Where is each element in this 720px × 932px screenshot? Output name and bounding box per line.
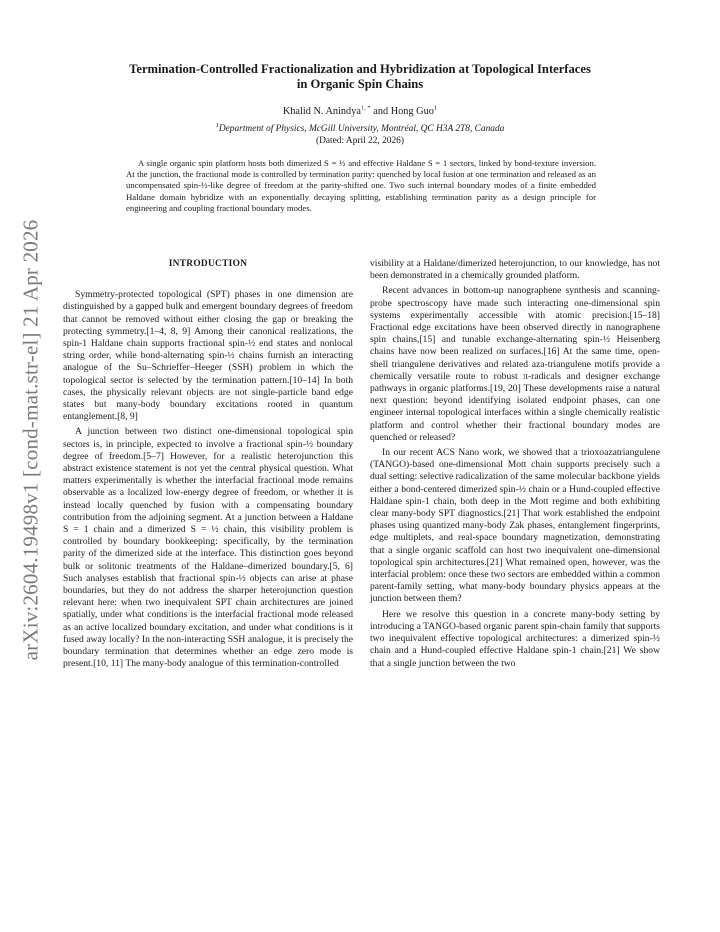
body-paragraph: Here we resolve this question in a concrete many-body setting by introducing a TANGO-based organic parent spin-chain family that supports two inequivalent effective topological architectures: a dimerized spin-½ chain and a Hund-coupled effective Haldane spin-1 chain.[21] We show that a single junction between the two [370, 608, 660, 669]
author-conjunction: and [370, 106, 391, 117]
author-2-affil-mark: 1 [433, 104, 438, 112]
body-paragraph: In our recent ACS Nano work, we showed that a trioxoazatriangulene (TANGO)-based one-dimensional Mott chain supports precisely such a dual setting: selective radicalization of the same molecular backbone yields either a bond-centered dimerized spin-½ chain or a Hund-coupled effective Haldane spin-1 chain, both deep in the Mott regime and both exhibiting clear many-body SPT diagnostics.[21] That work established the endpoint phases using quantized many-body Zak phases, entanglement fingerprints, edge multiplets, and real-space boundary magnetization, demonstrating that a single organic scaffold can host two inequivalent one-dimensional topological spin architectures.[21] What remained open, however, was the interfacial problem: once these two sectors are embedded within a common parent-family setting, what many-body boundary physics appears at the junction between them? [370, 447, 660, 605]
author-1: Khalid N. Anindya [282, 106, 361, 117]
body-paragraph: A junction between two distinct one-dimensional topological spin sectors is, in principle, expected to involve a fractional spin-½ boundary degree of freedom.[5–7] However, for a realistic heterojunction this abstract existence statement is not yet the central physical question. What matters experimentally is whether the interfacial fractional mode remains observable as a localized low-energy degree of freedom, or whether it is instead locally quenched by fusion with a compensating boundary contribution from the adjoining segment. At a junction between a Haldane S = 1 chain and a dimerized S = ½ chain, this visibility problem is controlled by boundary bookkeeping: specifically, by the termination parity of the dimerized side at the interface. This distinction goes beyond bulk or solitonic treatments of the Haldane–dimerized boundary.[5, 6] Such analyses establish that fractional spin-½ objects can arise at phase boundaries, but they do not address the sharper heterojunction question relevant here: when two inequivalent SPT chain architectures are joined spatially, under what conditions is the interfacial fractional mode released as an active localized boundary excitation, and under what conditions is it fused away locally? In the non-interacting SSH analogue, it is precisely the boundary termination that determines whether an edge zero mode is present.[10, 11] The many-body analogue of this termination-controlled [63, 426, 353, 670]
arxiv-stamp-text: arXiv:2604.19498v1 [cond-mat.str-el] 21 Apr 2026 [18, 219, 43, 661]
body-paragraph: Recent advances in bottom-up nanographene synthesis and scanning-probe spectroscopy have made such interacting one-dimensional spin systems experimentally accessible with atomic precision.[15–18] Fractional edge excitations have been observed directly in nanographene spin chains,[15] and tunable exchange-alternating spin-½ Heisenberg chains have now been realized on surfaces.[16] At the same time, open-shell triangulene derivatives and related aza-triangulene motifs provide a chemically versatile route to robust π-radicals and designer exchange pathways in organic platforms.[19, 20] These developments raise a natural next question: beyond identifying isolated endpoint phases, can one engineer internal topological interfaces within a single chemically realistic platform and control whether their fractional boundary modes are quenched or released? [370, 285, 660, 443]
title-line-1: Termination-Controlled Fractionalization and Hybridization at Topological Interfaces [129, 62, 591, 76]
date-line: (Dated: April 22, 2026) [315, 136, 404, 146]
affiliation-mark: 1 [215, 121, 219, 129]
abstract [126, 158, 596, 214]
section-heading: INTRODUCTION [168, 259, 248, 269]
author-list [90, 106, 630, 117]
paper-title [90, 62, 630, 92]
author-2: Hong Guo [390, 106, 434, 117]
affiliation-text: Department of Physics, McGill University, Montréal, QC H3A 2T8, Canada [218, 124, 505, 134]
author-1-affil-mark[interactable]: 1, * [360, 104, 371, 112]
left-column [63, 258, 353, 674]
body-paragraph: Symmetry-protected topological (SPT) phases in one dimension are distinguished by a gapped bulk and emergent boundary degrees of freedom that cannot be removed without either closing the gap or breaking the protecting symmetry.[1–4, 8, 9] Among their canonical realizations, the spin-1 Haldane chain supports fractional spin-½ end states and nonlocal string order, while bond-alternating spin-½ chains furnish an interacting analogue of the Su–Schrieffer–Heeger (SSH) problem in which the topological sector is selected by the termination pattern.[10–14] In both cases, the physically relevant objects are not single-particle band edge states but many-body boundary excitations rooted in quantum entanglement.[8, 9] [63, 289, 353, 423]
arxiv-stamp [12, 210, 50, 670]
right-column [370, 258, 660, 673]
abstract-text: A single organic spin platform hosts both dimerized S = ½ and effective Haldane S = 1 sectors, linked by bond-texture inversion. At the junction, the fractional mode is controlled by termination parity: quenched by local fusion at one termination and released as an uncompensated spin-½-like degree of freedom at the parity-shifted one. Two such internal boundary modes of a finite embedded Haldane domain hybridize with an exponentially decaying splitting, establishing termination parity as a design principle for engineering and coupling fractional boundary modes. [126, 158, 596, 213]
affiliation [90, 121, 630, 134]
body-paragraph: visibility at a Haldane/dimerized heterojunction, to our knowledge, has not been demonstrated in a chemically grounded platform. [370, 258, 660, 282]
title-line-2: in Organic Spin Chains [296, 77, 424, 91]
